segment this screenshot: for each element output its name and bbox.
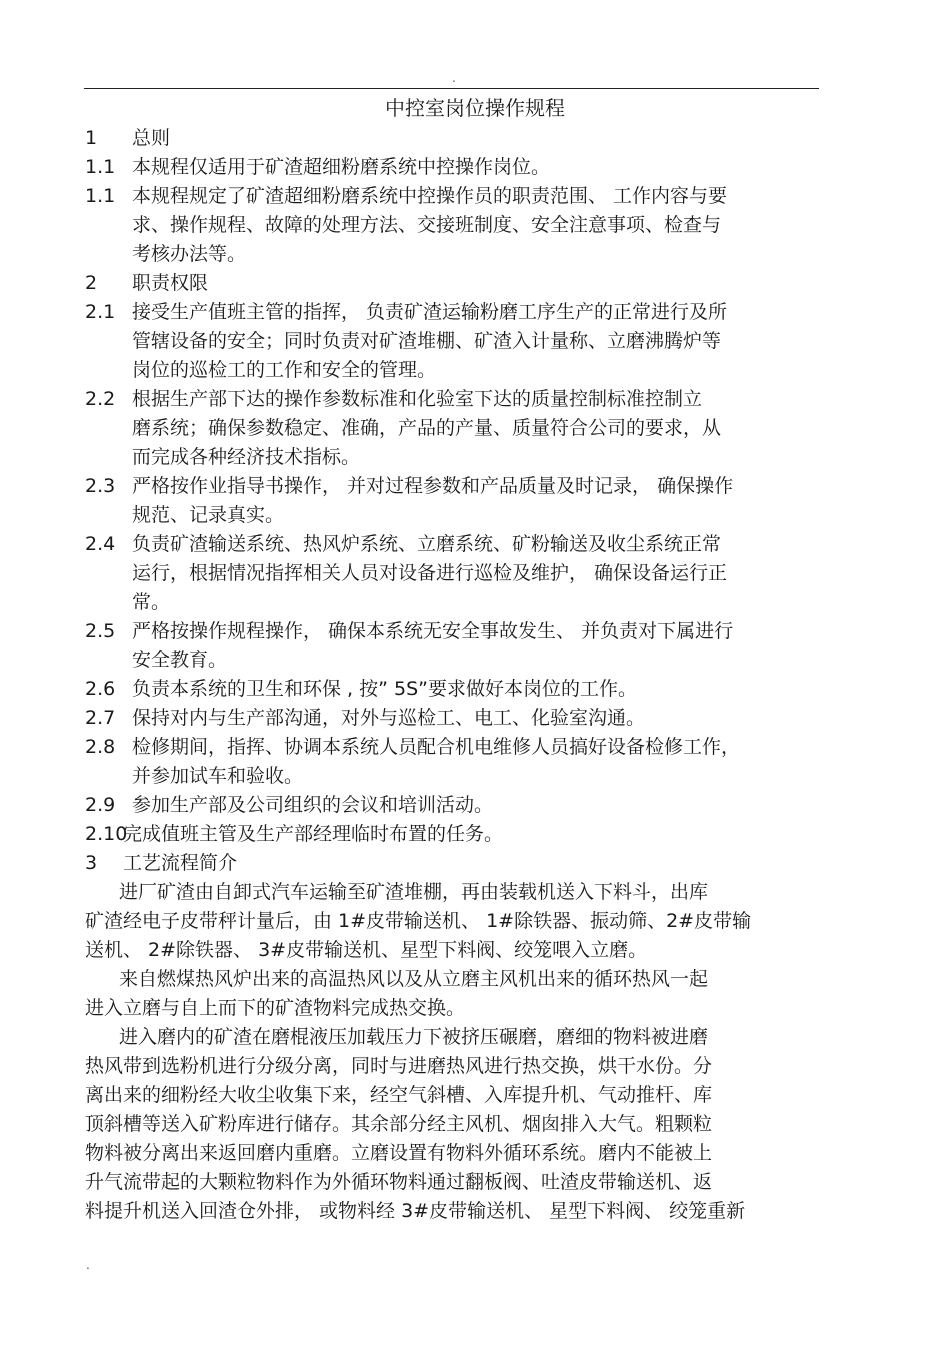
- clause-text: 参加生产部及公司组织的会议和培训活动。: [132, 794, 494, 816]
- clause-text-continued: 常。: [132, 591, 171, 613]
- clause-number: 2.9: [85, 794, 116, 816]
- paragraph-line: 来自燃煤热风炉出来的高温热风以及从立磨主风机出来的循环热风一起: [119, 968, 709, 990]
- clause-number: 2.4: [85, 533, 116, 555]
- clause-2-8: [85, 733, 820, 762]
- paragraph-line: 离出来的细粉经大收尘收集下来，经空气斜槽、入库提升机、气动推杆、库: [85, 1084, 713, 1106]
- section-number: 3: [85, 852, 98, 874]
- clause-text: 负责本系统的卫生和环保 , 按” 5S”要求做好本岗位的工作。: [132, 678, 637, 700]
- clause-1-1-content: [85, 182, 820, 211]
- clause-text: 本规程仅适用于矿渣超细粉磨系统中控操作岗位。: [132, 156, 551, 178]
- clause-2-7: [85, 704, 820, 733]
- section-2: [85, 269, 820, 298]
- clause-text-continued: 磨系统；确保参数稳定、准确，产品的产量、质量符合公司的要求，从: [132, 417, 722, 439]
- clause-number: 1.1: [85, 185, 116, 207]
- section-1: [85, 124, 820, 153]
- paragraph-line: 送机、 2#除铁器、 3#皮带输送机、星型下料阀、绞笼喂入立磨。: [85, 939, 648, 961]
- clause-number: 2.1: [85, 301, 116, 323]
- section-title: 职责权限: [132, 272, 209, 294]
- clause-number: 2.5: [85, 620, 116, 642]
- header-dot: .: [452, 71, 456, 85]
- section-title: 工艺流程简介: [123, 852, 238, 874]
- paragraph-line: 矿渣经电子皮带秤计量后，由 1#皮带输送机、 1#除铁器、振动筛、2#皮带输: [85, 910, 752, 932]
- clause-2-3: [85, 472, 820, 501]
- clause-text: 严格按作业指导书操作， 并对过程参数和产品质量及时记录， 确保操作: [132, 475, 734, 497]
- clause-text-continued: 考核办法等。: [132, 243, 247, 265]
- section-number: 1: [85, 127, 98, 149]
- clause-text: 完成值班主管及生产部经理临时布置的任务。: [123, 823, 504, 845]
- paragraph-line: 顶斜槽等送入矿粉库进行储存。其余部分经主风机、烟囱排入大气。粗颗粒: [85, 1113, 713, 1135]
- document-body: [85, 124, 820, 1226]
- header-rule: [84, 88, 819, 89]
- clause-text: 严格按操作规程操作， 确保本系统无安全事故发生、 并负责对下属进行: [132, 620, 734, 642]
- document-title: 中控室岗位操作规程: [385, 96, 565, 120]
- clause-text: 根据生产部下达的操作参数标准和化验室下达的质量控制标准控制立: [132, 388, 703, 410]
- paragraph-line: 升气流带起的大颗粒物料作为外循环物料通过翻板阀、吐渣皮带输送机、返: [85, 1171, 713, 1193]
- section-number: 2: [85, 272, 98, 294]
- clause-text-continued: 安全教育。: [132, 649, 228, 671]
- clause-2-1: [85, 298, 820, 327]
- clause-text: 保持对内与生产部沟通，对外与巡检工、电工、化验室沟通。: [132, 707, 646, 729]
- clause-number: 2.7: [85, 707, 116, 729]
- clause-2-10: [85, 820, 820, 849]
- clause-text-continued: 岗位的巡检工的工作和安全的管理。: [132, 359, 437, 381]
- clause-number: 2.8: [85, 736, 116, 758]
- clause-text: 接受生产值班主管的指挥， 负责矿渣运输粉磨工序生产的正常进行及所: [132, 301, 728, 323]
- clause-number: 2.10: [85, 823, 128, 845]
- footer-dot: .: [86, 1258, 90, 1272]
- clause-2-2: [85, 385, 820, 414]
- clause-text: 检修期间，指挥、协调本系统人员配合机电维修人员搞好设备检修工作，: [132, 736, 741, 758]
- clause-1-1-scope: [85, 153, 820, 182]
- clause-text-continued: 求、操作规程、故障的处理方法、交接班制度、安全注意事项、检查与: [132, 214, 722, 236]
- clause-text: 本规程规定了矿渣超细粉磨系统中控操作员的职责范围、 工作内容与要: [132, 185, 728, 207]
- paragraph-line: 进厂矿渣由自卸式汽车运输至矿渣堆棚，再由装载机送入下料斗，出库: [119, 881, 709, 903]
- clause-2-6: [85, 675, 820, 704]
- paragraph-line: 物料被分离出来返回磨内重磨。立磨设置有物料外循环系统。磨内不能被上: [85, 1142, 713, 1164]
- paragraph-line: 进入立磨与自上而下的矿渣物料完成热交换。: [85, 997, 466, 1019]
- paragraph-line: 热风带到选粉机进行分级分离，同时与进磨热风进行热交换，烘干水份。分: [85, 1055, 713, 1077]
- clause-number: 2.6: [85, 678, 116, 700]
- clause-text: 负责矿渣输送系统、热风炉系统、立磨系统、矿粉输送及收尘系统正常: [132, 533, 722, 555]
- clause-text-continued: 规范、记录真实。: [132, 504, 285, 526]
- section-title: 总则: [132, 127, 171, 149]
- clause-2-5: [85, 617, 820, 646]
- clause-number: 1.1: [85, 156, 116, 178]
- paragraph-line: 料提升机送入回渣仓外排， 或物料经 3#皮带输送机、 星型下料阀、 绞笼重新: [85, 1200, 746, 1222]
- clause-2-4: [85, 530, 820, 559]
- clause-text-continued: 运行，根据情况指挥相关人员对设备进行巡检及维护， 确保设备运行正: [132, 562, 728, 584]
- paragraph-line: 进入磨内的矿渣在磨棍液压加载压力下被挤压碾磨，磨细的物料被进磨: [119, 1026, 709, 1048]
- clause-number: 2.2: [85, 388, 116, 410]
- clause-number: 2.3: [85, 475, 116, 497]
- clause-2-9: [85, 791, 820, 820]
- clause-text-continued: 管辖设备的安全；同时负责对矿渣堆棚、矿渣入计量称、立磨沸腾炉等: [132, 330, 722, 352]
- clause-text-continued: 并参加试车和验收。: [132, 765, 304, 787]
- section-3: [85, 849, 820, 878]
- clause-text-continued: 而完成各种经济技术指标。: [132, 446, 361, 468]
